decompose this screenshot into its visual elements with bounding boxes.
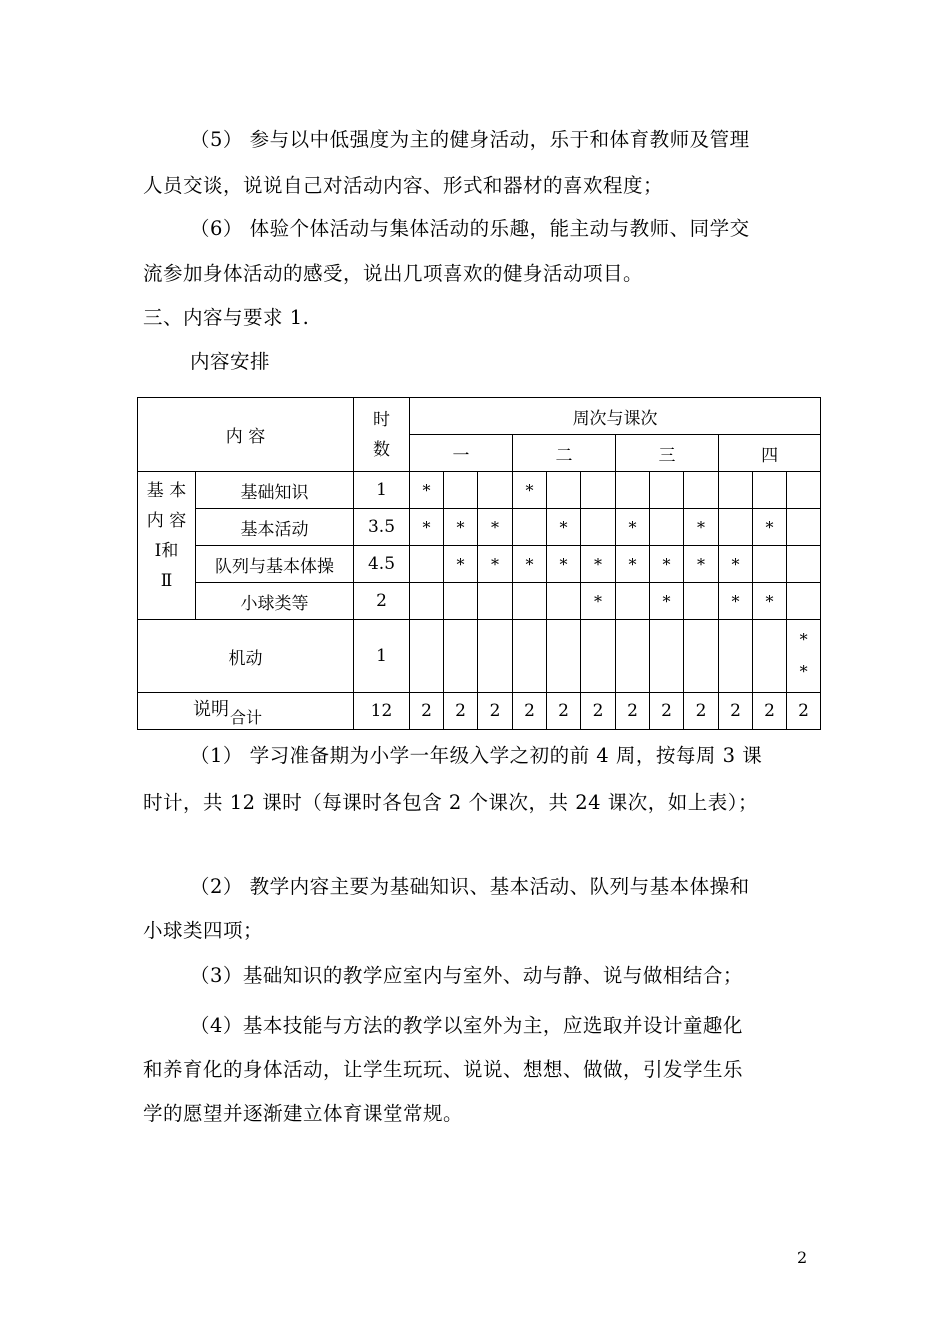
mark-cell xyxy=(547,620,581,693)
header-hours-line2: 数 xyxy=(373,439,390,460)
mark-cell: * xyxy=(719,546,753,583)
mark-cell xyxy=(753,546,787,583)
week-4: 四 xyxy=(719,435,821,472)
mark-cell: * xyxy=(444,546,478,583)
schedule-table xyxy=(137,397,821,730)
row-name: 基本活动 xyxy=(196,509,354,546)
total-cell: 2 xyxy=(684,693,719,730)
header-hours xyxy=(354,398,410,472)
total-row-label xyxy=(138,693,354,730)
mark-cell: * xyxy=(410,472,444,509)
mark-cell xyxy=(581,509,616,546)
mark-cell: * xyxy=(513,472,547,509)
row-hours: 2 xyxy=(354,583,410,620)
week-2: 二 xyxy=(513,435,616,472)
mark-cell xyxy=(547,583,581,620)
paragraph-item-6-line1: （6） 体验个体活动与集体活动的乐趣，能主动与教师、同学交 xyxy=(190,217,750,240)
mark-cell xyxy=(787,509,821,546)
note-3: （3）基础知识的教学应室内与室外、动与静、说与做相结合； xyxy=(190,964,743,987)
mark-cell xyxy=(410,620,444,693)
note-4-line3: 学的愿望并逐渐建立体育课堂常规。 xyxy=(143,1102,464,1125)
mark-cell xyxy=(513,583,547,620)
total-cell: 2 xyxy=(547,693,581,730)
mark-cell xyxy=(753,472,787,509)
mark-cell xyxy=(478,583,513,620)
mark-cell xyxy=(513,509,547,546)
note-label: 说明 xyxy=(193,699,229,720)
mark-cell: * xyxy=(719,583,753,620)
total-cell: 2 xyxy=(719,693,753,730)
note-2-line1: （2） 教学内容主要为基础知识、基本活动、队列与基本体操和 xyxy=(190,875,750,898)
mark-cell: * xyxy=(616,546,650,583)
mark-cell xyxy=(719,509,753,546)
mark-cell: * xyxy=(410,509,444,546)
mark-cell: * xyxy=(513,546,547,583)
total-cell: 2 xyxy=(616,693,650,730)
row-hours: 3.5 xyxy=(354,509,410,546)
section-heading: 三、内容与要求 1. xyxy=(143,306,310,329)
mark-cell: * xyxy=(478,546,513,583)
mark-cell: * xyxy=(650,546,684,583)
page-number: 2 xyxy=(797,1248,808,1267)
group-label-line3: Ⅰ和 xyxy=(154,541,179,561)
mark-cell xyxy=(719,620,753,693)
mark-cell xyxy=(787,583,821,620)
mark-cell xyxy=(581,472,616,509)
total-hours: 12 xyxy=(354,693,410,730)
note-4-line1: （4）基本技能与方法的教学以室外为主，应选取并设计童趣化 xyxy=(190,1014,743,1037)
mark-cell: * xyxy=(684,509,719,546)
group-label-line2: 内 容 xyxy=(146,511,187,531)
group-label xyxy=(138,472,196,620)
total-cell: 2 xyxy=(581,693,616,730)
note-2-line2: 小球类四项； xyxy=(143,919,264,942)
mark-cell: * xyxy=(547,546,581,583)
mark-cell: * xyxy=(650,583,684,620)
total-cell: 2 xyxy=(478,693,513,730)
mark-cell: * xyxy=(616,509,650,546)
header-content: 内 容 xyxy=(138,398,354,472)
note-4-line2: 和养育化的身体活动，让学生玩玩、说说、想想、做做，引发学生乐 xyxy=(143,1058,744,1081)
mark-cell xyxy=(444,583,478,620)
group-label-line4: Ⅱ xyxy=(160,571,173,591)
header-hours-line1: 时 xyxy=(373,409,390,430)
mark-cell xyxy=(581,620,616,693)
mark-cell xyxy=(719,472,753,509)
mark-cell: * xyxy=(478,509,513,546)
mark-cell-stacked xyxy=(787,620,821,693)
group-label-line1: 基 本 xyxy=(146,481,187,501)
mark-cell xyxy=(478,620,513,693)
mark-cell: * xyxy=(444,509,478,546)
total-cell: 2 xyxy=(787,693,821,730)
mark-cell xyxy=(684,472,719,509)
mark-cell xyxy=(616,583,650,620)
mark-cell: * xyxy=(753,583,787,620)
week-3: 三 xyxy=(616,435,719,472)
mark-cell xyxy=(444,472,478,509)
total-cell: 2 xyxy=(410,693,444,730)
mark-cell xyxy=(513,620,547,693)
mark-cell xyxy=(787,472,821,509)
paragraph-item-6-line2: 流参加身体活动的感受，说出几项喜欢的健身活动项目。 xyxy=(143,262,644,285)
mark-bottom: * xyxy=(799,662,808,681)
mark-cell xyxy=(616,472,650,509)
total-label: 合计 xyxy=(230,708,263,727)
mark-cell xyxy=(444,620,478,693)
row-hours: 4.5 xyxy=(354,546,410,583)
mark-cell xyxy=(478,472,513,509)
total-cell: 2 xyxy=(513,693,547,730)
mark-cell xyxy=(787,546,821,583)
note-1-line1: （1） 学习准备期为小学一年级入学之初的前 4 周，按每周 3 课 xyxy=(190,744,763,767)
note-1-line2: 时计，共 12 课时（每课时各包含 2 个课次，共 24 课次，如上表）； xyxy=(143,791,758,814)
mark-cell xyxy=(650,620,684,693)
mark-cell xyxy=(650,509,684,546)
mark-cell xyxy=(684,583,719,620)
week-1: 一 xyxy=(410,435,513,472)
row-hours: 1 xyxy=(354,472,410,509)
row-name: 小球类等 xyxy=(196,583,354,620)
row-name: 基础知识 xyxy=(196,472,354,509)
mark-cell xyxy=(410,583,444,620)
paragraph-item-5-line1: （5） 参与以中低强度为主的健身活动，乐于和体育教师及管理 xyxy=(190,128,750,151)
mark-cell xyxy=(753,620,787,693)
table-caption: 内容安排 xyxy=(190,350,271,373)
mark-cell xyxy=(616,620,650,693)
mark-cell: * xyxy=(581,583,616,620)
total-cell: 2 xyxy=(753,693,787,730)
mark-cell: * xyxy=(684,546,719,583)
mark-cell: * xyxy=(547,509,581,546)
paragraph-item-5-line2: 人员交谈，说说自己对活动内容、形式和器材的喜欢程度； xyxy=(143,174,664,197)
total-cell: 2 xyxy=(650,693,684,730)
mark-cell: * xyxy=(753,509,787,546)
row-name: 队列与基本体操 xyxy=(196,546,354,583)
flex-row-name: 机动 xyxy=(138,620,354,693)
mark-cell xyxy=(650,472,684,509)
mark-cell: * xyxy=(581,546,616,583)
flex-row-hours: 1 xyxy=(354,620,410,693)
mark-cell xyxy=(684,620,719,693)
mark-cell xyxy=(547,472,581,509)
mark-cell xyxy=(410,546,444,583)
mark-top: * xyxy=(799,630,808,649)
header-weeks: 周次与课次 xyxy=(410,398,821,435)
total-cell: 2 xyxy=(444,693,478,730)
